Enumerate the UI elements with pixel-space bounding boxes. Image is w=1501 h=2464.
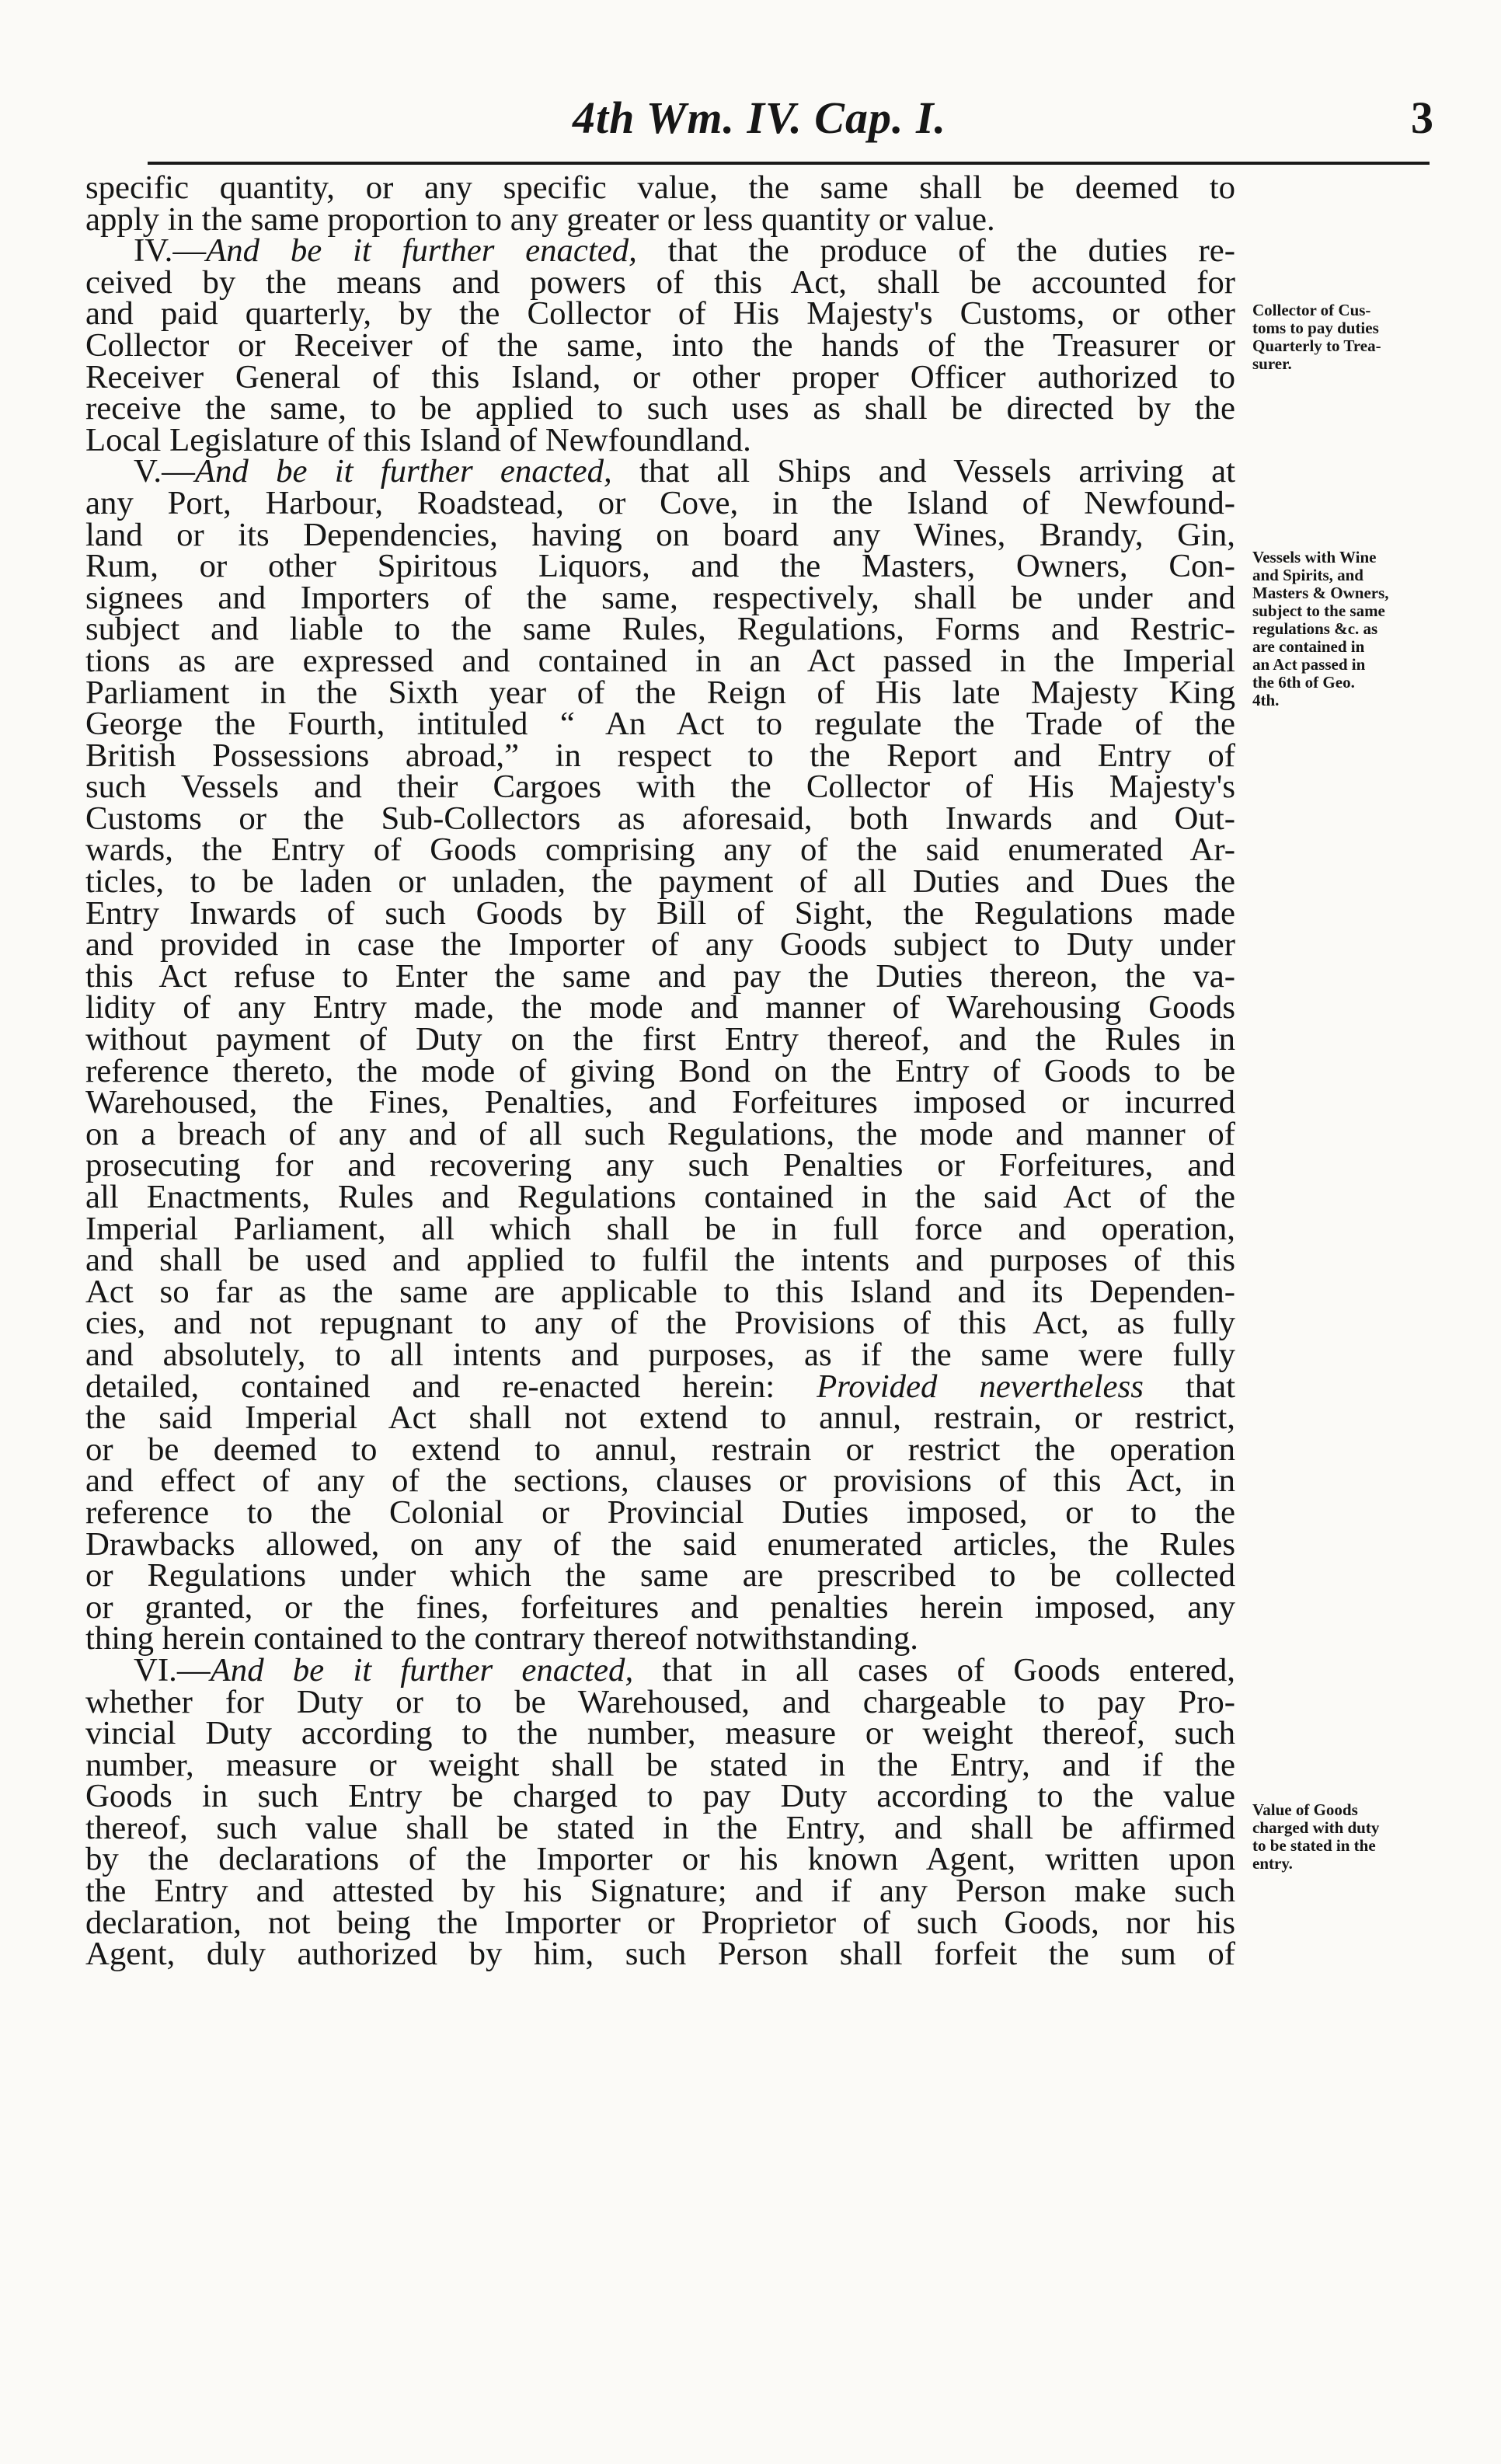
text-line: thing herein contained to the contrary thereof notwithstanding. <box>85 1620 918 1657</box>
text-line: lidity of any Entry made, the mode and manner of Warehousing Goods <box>85 989 1235 1026</box>
marginal-note-line: Value of Goods <box>1252 1800 1358 1819</box>
text-line: or granted, or the fines, forfeitures and penalties herein imposed, any <box>85 1588 1235 1626</box>
marginal-note-line: regulations &c. as <box>1252 619 1378 638</box>
marginal-note-line: to be stated in the <box>1252 1836 1376 1855</box>
marginal-note-value <box>1252 1801 1439 1873</box>
text-line: Customs or the Sub-Collectors as aforesaid, both Inwards and Out- <box>85 800 1235 837</box>
text-line: on a breach of any and of all such Regulations, the mode and manner of <box>85 1115 1235 1152</box>
text-line: or Regulations under which the same are prescribed to be collected <box>85 1557 1235 1594</box>
marginal-note-line: surer. <box>1252 354 1292 373</box>
text-line: Drawbacks allowed, on any of the said enumerated articles, the Rules <box>85 1525 1235 1563</box>
body-text <box>85 169 1235 1973</box>
text-line: Rum, or other Spiritous Liquors, and the Masters, Owners, Con- <box>85 548 1235 585</box>
marginal-note-line: entry. <box>1252 1854 1293 1873</box>
text-line: subject and liable to the same Rules, Regulations, Forms and Restric- <box>85 611 1235 648</box>
marginal-note-line: are contained in <box>1252 637 1365 656</box>
text-line: declaration, not being the Importer or Proprietor of such Goods, nor his <box>85 1904 1235 1941</box>
marginal-note-vessels <box>1252 549 1439 709</box>
text-line: or be deemed to extend to annul, restrain or restrict the operation <box>85 1431 1235 1468</box>
text-line: George the Fourth, intituled “ An Act to regulate the Trade of the <box>85 706 1235 743</box>
text-line: cies, and not repugnant to any of the Provisions of this Act, as fully <box>85 1305 1235 1342</box>
page-header <box>85 92 1433 154</box>
marginal-note-line: the 6th of Geo. <box>1252 673 1355 692</box>
marginal-note-line: Vessels with Wine <box>1252 548 1377 566</box>
text-line: without payment of Duty on the first Entry thereof, and the Rules in <box>85 1021 1235 1058</box>
text-line: VI.—And be it further enacted, that in all cases of Goods entered, <box>134 1651 1235 1689</box>
text-line: British Possessions abroad,” in respect to the Report and Entry of <box>85 737 1235 774</box>
page-number: 3 <box>1411 92 1433 143</box>
text-line: Imperial Parliament, all which shall be in full force and operation, <box>85 1210 1235 1247</box>
text-line: Act so far as the same are applicable to this Island and its Dependen- <box>85 1273 1235 1310</box>
text-line: such Vessels and their Cargoes with the Collector of His Majesty's <box>85 768 1235 806</box>
text-line: specific quantity, or any specific value, the same shall be deemed to <box>85 169 1235 206</box>
marginal-note-line: an Act passed in <box>1252 655 1366 674</box>
text-line: prosecuting for and recovering any such Penalties or Forfeitures, and <box>85 1147 1235 1184</box>
text-line: land or its Dependencies, having on board any Wines, Brandy, Gin, <box>85 516 1235 553</box>
marginal-note-collector <box>1252 301 1439 373</box>
text-line: reference thereto, the mode of giving Bond on the Entry of Goods to be <box>85 1052 1235 1089</box>
text-line: the said Imperial Act shall not extend to annul, restrain, or restrict, <box>85 1399 1235 1437</box>
text-line: tions as are expressed and contained in an Act passed in the Imperial <box>85 642 1235 679</box>
text-line: any Port, Harbour, Roadstead, or Cove, in the Island of Newfound- <box>85 484 1235 521</box>
marginal-note-line: 4th. <box>1252 691 1280 709</box>
text-line: Agent, duly authorized by him, such Person shall forfeit the sum of <box>85 1936 1235 1973</box>
text-line: Receiver General of this Island, or other proper Officer authorized to <box>85 358 1235 396</box>
header-rule <box>148 162 1430 165</box>
text-line: reference to the Colonial or Provincial Duties imposed, or to the <box>85 1493 1235 1531</box>
text-line: Entry Inwards of such Goods by Bill of Sight, the Regulations made <box>85 894 1235 932</box>
text-line: Local Legislature of this Island of Newfoundland. <box>85 421 751 458</box>
marginal-note-line: charged with duty <box>1252 1818 1380 1837</box>
text-line: Goods in such Entry be charged to pay Duty according to the value <box>85 1778 1235 1815</box>
text-line: receive the same, to be applied to such uses as shall be directed by the <box>85 390 1235 427</box>
text-line: the Entry and attested by his Signature; and if any Person make such <box>85 1873 1235 1910</box>
text-line: this Act refuse to Enter the same and pay the Duties thereon, the va- <box>85 957 1235 995</box>
marginal-note-line: toms to pay duties <box>1252 319 1379 337</box>
text-line: apply in the same proportion to any greater or less quantity or value. <box>85 200 995 238</box>
text-line: and effect of any of the sections, clauses or provisions of this Act, in <box>85 1462 1235 1500</box>
text-line: and absolutely, to all intents and purposes, as if the same were fully <box>85 1336 1235 1373</box>
marginal-note-line: Masters & Owners, <box>1252 584 1389 602</box>
text-line: whether for Duty or to be Warehoused, and chargeable to pay Pro- <box>85 1683 1235 1720</box>
marginal-note-line: and Spirits, and <box>1252 566 1363 584</box>
running-title: 4th Wm. IV. Cap. I. <box>572 92 947 143</box>
text-line: wards, the Entry of Goods comprising any of the said enumerated Ar- <box>85 831 1235 869</box>
text-line: all Enactments, Rules and Regulations contained in the said Act of the <box>85 1179 1235 1215</box>
text-line: ceived by the means and powers of this Act, shall be accounted for <box>85 263 1235 301</box>
text-line: and provided in case the Importer of any Goods subject to Duty under <box>85 926 1235 964</box>
text-line: vincial Duty according to the number, measure or weight thereof, such <box>85 1715 1235 1752</box>
text-line: IV.—And be it further enacted, that the produce of the duties re- <box>134 232 1235 270</box>
text-line: and paid quarterly, by the Collector of His Majesty's Customs, or other <box>85 295 1235 333</box>
text-line: detailed, contained and re-enacted herein: Provided nevertheless that <box>85 1368 1235 1405</box>
text-line: by the declarations of the Importer or his known Agent, written upon <box>85 1841 1235 1878</box>
text-line: ticles, to be laden or unladen, the payment of all Duties and Dues the <box>85 863 1235 901</box>
marginal-note-line: Quarterly to Trea- <box>1252 336 1381 355</box>
text-line: and shall be used and applied to fulfil the intents and purposes of this <box>85 1242 1235 1279</box>
text-line: Parliament in the Sixth year of the Reign of His late Majesty King <box>85 674 1235 711</box>
text-line: thereof, such value shall be stated in the Entry, and shall be affirmed <box>85 1809 1235 1846</box>
marginal-note-line: Collector of Cus- <box>1252 301 1371 319</box>
text-line: number, measure or weight shall be stated in the Entry, and if the <box>85 1746 1235 1783</box>
text-line: Collector or Receiver of the same, into the hands of the Treasurer or <box>85 326 1235 364</box>
text-line: Warehoused, the Fines, Penalties, and Forfeitures imposed or incurred <box>85 1084 1235 1121</box>
marginal-note-line: subject to the same <box>1252 601 1385 620</box>
text-line: V.—And be it further enacted, that all Ships and Vessels arriving at <box>134 453 1235 490</box>
text-line: signees and Importers of the same, respectively, shall be under and <box>85 579 1235 616</box>
